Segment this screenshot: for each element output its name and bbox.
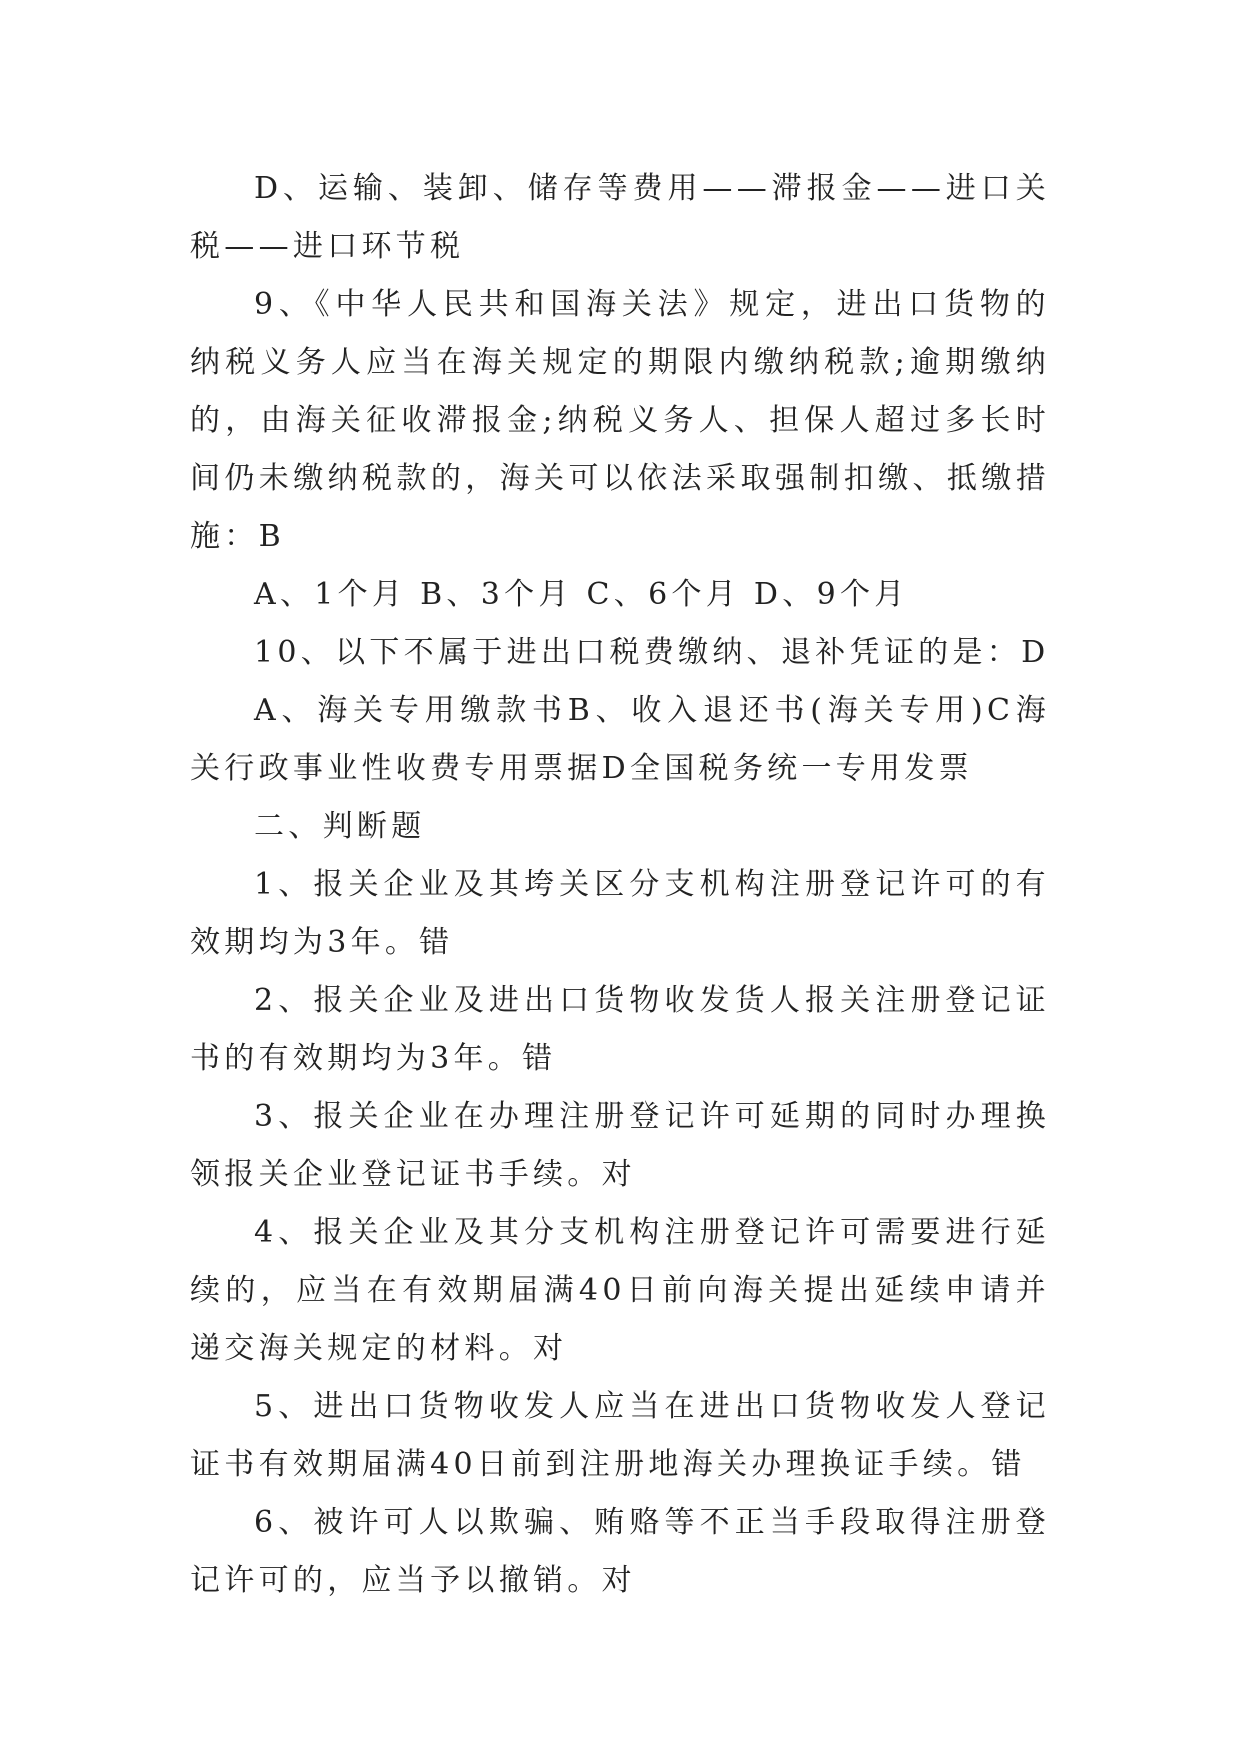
judgment-item-2: 2、报关企业及进出口货物收发货人报关注册登记证书的有效期均为3年。错 (190, 983, 1050, 1076)
section-heading-true-false: 二、判断题 (254, 809, 426, 844)
judgment-item-3: 3、报关企业在办理注册登记许可延期的同时办理换领报关企业登记证书手续。对 (190, 1099, 1050, 1192)
question-10-paragraph: 10、以下不属于进出口税费缴纳、退补凭证的是：D (254, 635, 1050, 670)
judgment-item-5: 5、进出口货物收发人应当在进出口货物收发人登记证书有效期届满40日前到注册地海关办理换证手续。错 (190, 1389, 1050, 1482)
option-d-paragraph: D、运输、装卸、储存等费用——滞报金——进口关税——进口环节税 (190, 171, 1050, 264)
question-9-paragraph: 9、《中华人民共和国海关法》规定，进出口货物的纳税义务人应当在海关规定的期限内缴纳税款;逾期缴纳的，由海关征收滞报金;纳税义务人、担保人超过多长时间仍未缴纳税款的，海关可以依法采取强制扣缴、抵缴措施：B (190, 287, 1050, 554)
judgment-item-6: 6、被许可人以欺骗、贿赂等不正当手段取得注册登记许可的，应当予以撤销。对 (190, 1505, 1050, 1598)
question-9-options: A、1个月 B、3个月 C、6个月 D、9个月 (254, 577, 909, 612)
judgment-item-4: 4、报关企业及其分支机构注册登记许可需要进行延续的，应当在有效期届满40日前向海关提出延续申请并递交海关规定的材料。对 (190, 1215, 1050, 1366)
question-10-options: A、海关专用缴款书B、收入退还书(海关专用)C海关行政事业性收费专用票据D全国税务统一专用发票 (190, 693, 1050, 786)
judgment-item-1: 1、报关企业及其垮关区分支机构注册登记许可的有效期均为3年。错 (190, 867, 1050, 960)
document-body (190, 160, 1050, 1610)
